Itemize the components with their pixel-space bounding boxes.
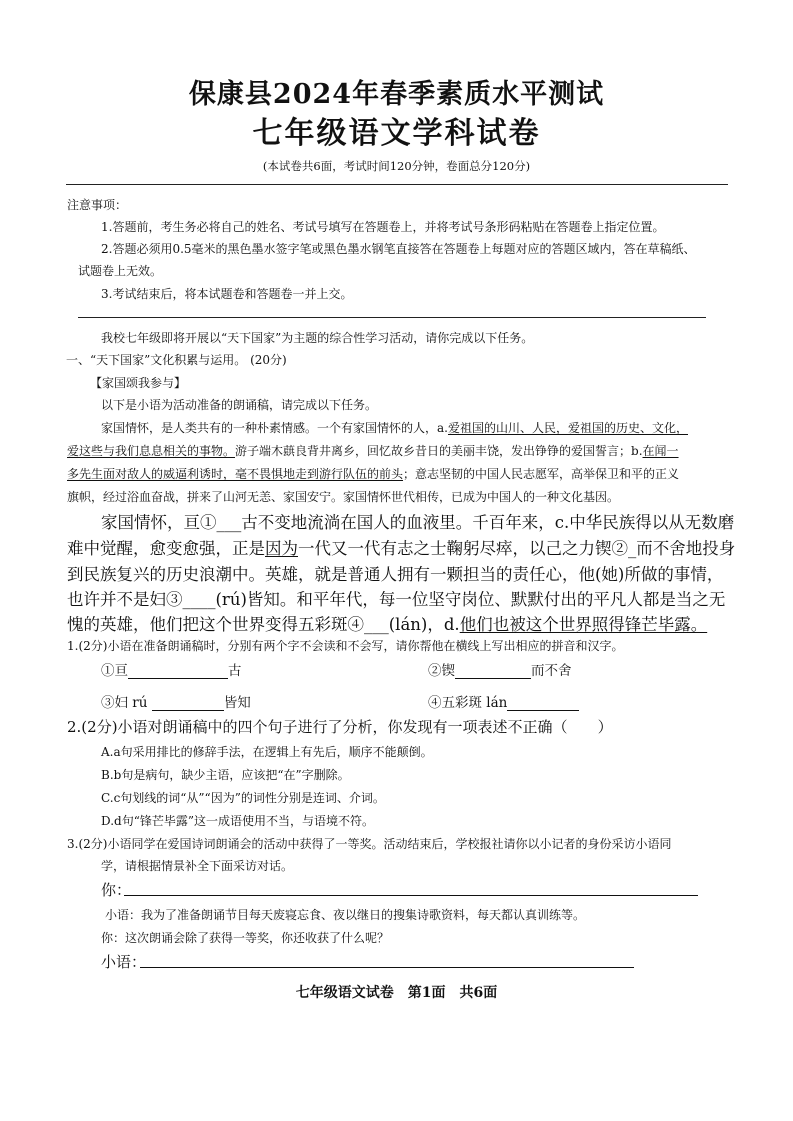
notice-item-1: 1.答题前，考生务必将自己的姓名、考试号填写在答题卷上，并将考试号条形码粘贴在答题卷上指定位置。 [101, 220, 665, 234]
q3-answer-line-1[interactable] [124, 895, 698, 896]
q3-answer-line-2[interactable] [140, 967, 634, 968]
word-yinwei-underlined: 因为 [265, 539, 298, 558]
sentence-b-underlined-cont: 多先生面对敌人的威逼利诱时，毫不畏惧地走到游行队伍的前头 [67, 467, 404, 481]
sentence-a-underlined-cont: 爱这些与我们息息相关的事物。 [67, 444, 236, 458]
passage-p2-line2 [67, 535, 735, 559]
q1-item-4-label: ④五彩斑 lán [428, 695, 508, 711]
section1-instruction: 以下是小语为活动准备的朗诵稿，请完成以下任务。 [101, 398, 378, 412]
passage-p2-line5 [67, 611, 707, 635]
passage-text: 难中觉醒，愈变愈强，正是 [67, 539, 265, 558]
passage-p1-line1 [101, 419, 688, 436]
q1-item-4 [428, 691, 579, 711]
header-divider [66, 184, 728, 185]
exam-title-line1: 保康县2024年春季素质水平测试 [188, 79, 605, 110]
section1-subheading: 【家国颂我参与】 [90, 376, 187, 390]
notice-item-2a: 2.答题必须用0.5毫米的黑色墨水签字笔或黑色墨水钢笔直接答在答题卷上每题对应的答题区域内，答在草稿纸、 [101, 242, 696, 256]
passage-text: 一代又一代有志之士鞠躬尽瘁，以己之力锲②_而不舍地投身 [298, 539, 736, 558]
passage-text: 家国情怀，是人类共有的一种朴素情感。一个有家国情怀的人，a. [101, 421, 448, 435]
q1-item-3 [101, 691, 251, 711]
q1-item-3-suffix: 皆知 [223, 695, 251, 711]
passage-text: 游子端木蕻良背井离乡，回忆故乡昔日的美丽丰饶，发出铮铮的爱国誓言；b. [235, 444, 643, 458]
section1-heading: 一、“天下国家”文化积累与运用。 (20分) [66, 353, 287, 367]
q1-answer-blank-4[interactable] [507, 696, 579, 711]
sentence-a-underlined: 爱祖国的山川、人民，爱祖国的历史、文化， [447, 421, 688, 435]
q1-stem: 1.(2分)小语在准备朗诵稿时，分别有两个字不会读和不会写，请你帮他在横线上写出相应的拼音和汉字。 [67, 639, 624, 653]
q3-stem-line1: 3.(2分)小语同学在爱国诗词朗诵会的活动中获得了一等奖。活动结束后，学校报社请你以小记者的身份采访小语同 [67, 837, 672, 851]
q3-you-label: 你： [101, 881, 132, 899]
q1-answer-blank-2[interactable] [455, 664, 531, 679]
exam-title-line2: 七年级语文学科试卷 [252, 116, 541, 151]
page-footer: 七年级语文试卷 第1面 共6面 [295, 985, 498, 1001]
q1-answer-blank-3[interactable] [152, 696, 224, 711]
q3-xiaoyu-label: 小语： [101, 953, 147, 971]
q3-you-question: 你：这次朗诵会除了获得一等奖，你还收获了什么呢？ [101, 931, 390, 945]
passage-p1-line4: 旗帜，经过浴血奋战，拼来了山河无恙、家国安宁。家国情怀世代相传，已成为中国人的一种文化基因。 [67, 490, 620, 504]
q2-stem: 2.(2分)小语对朗诵稿中的四个句子进行了分析，你发现有一项表述不正确（ ） [67, 718, 613, 736]
sentence-b-underlined: 在闻一 [642, 444, 679, 458]
sentence-d-underlined: 他们也被这个世界照得锋芒毕露。 [459, 615, 708, 634]
q3-stem-line2: 学，请根据情景补全下面采访对话。 [101, 859, 294, 873]
passage-p2-line4: 也许并不是妇③____(rú)皆知。和平年代，每一位坚守岗位、默默付出的平凡人都是当之无 [67, 590, 726, 609]
passage-p1-line2 [67, 442, 679, 459]
q2-option-c: C.c句划线的词“从”“因为”的词性分别是连词、介词。 [101, 791, 385, 805]
q1-item-3-label: ③妇 rú [101, 695, 148, 711]
q1-answer-blank-1[interactable] [128, 664, 228, 679]
q1-item-1-label: ①亘 [101, 663, 128, 679]
notice-item-3: 3.考试结束后，将本试题卷和答题卷一并上交。 [101, 287, 353, 301]
passage-p1-line3 [67, 465, 679, 482]
q2-option-a: A.a句采用排比的修辞手法，在逻辑上有先后，顺序不能颠倒。 [101, 745, 433, 759]
q1-item-1 [101, 659, 242, 679]
q2-option-d: D.d句“锋芒毕露”这一成语使用不当，与语境不符。 [101, 814, 374, 828]
passage-p2-line1: 家国情怀，亘①___古不变地流淌在国人的血液里。千百年来，c.中华民族得以从无数磨 [101, 513, 735, 532]
notice-divider [78, 317, 706, 318]
passage-text: 愧的英雄，他们把这个世界变得五彩斑④___(lán)，d. [67, 615, 460, 634]
exam-subtitle: (本试卷共6面，考试时间120分钟，卷面总分120分) [262, 159, 531, 173]
q3-xiaoyu-reply: 小语：我为了准备朗诵节目每天废寝忘食、夜以继日的搜集诗歌资料，每天都认真训练等。 [105, 908, 586, 922]
activity-intro: 我校七年级即将开展以“天下国家”为主题的综合性学习活动，请你完成以下任务。 [101, 331, 534, 345]
q2-option-b: B.b句是病句，缺少主语，应该把“在”字删除。 [101, 768, 350, 782]
notice-heading: 注意事项： [67, 198, 128, 212]
q1-item-2-suffix: 而不舍 [531, 663, 572, 679]
passage-text: ；意志坚韧的中国人民志愿军，高举保卫和平的正义 [403, 467, 680, 481]
q1-item-2-label: ②锲 [428, 663, 455, 679]
notice-item-2b: 试题卷上无效。 [78, 264, 163, 278]
q1-item-1-suffix: 古 [228, 663, 242, 679]
passage-p2-line3: 到民族复兴的历史浪潮中。英雄，就是普通人拥有一颗担当的责任心，他(她)所做的事情， [67, 565, 724, 584]
q1-item-2 [428, 659, 572, 679]
